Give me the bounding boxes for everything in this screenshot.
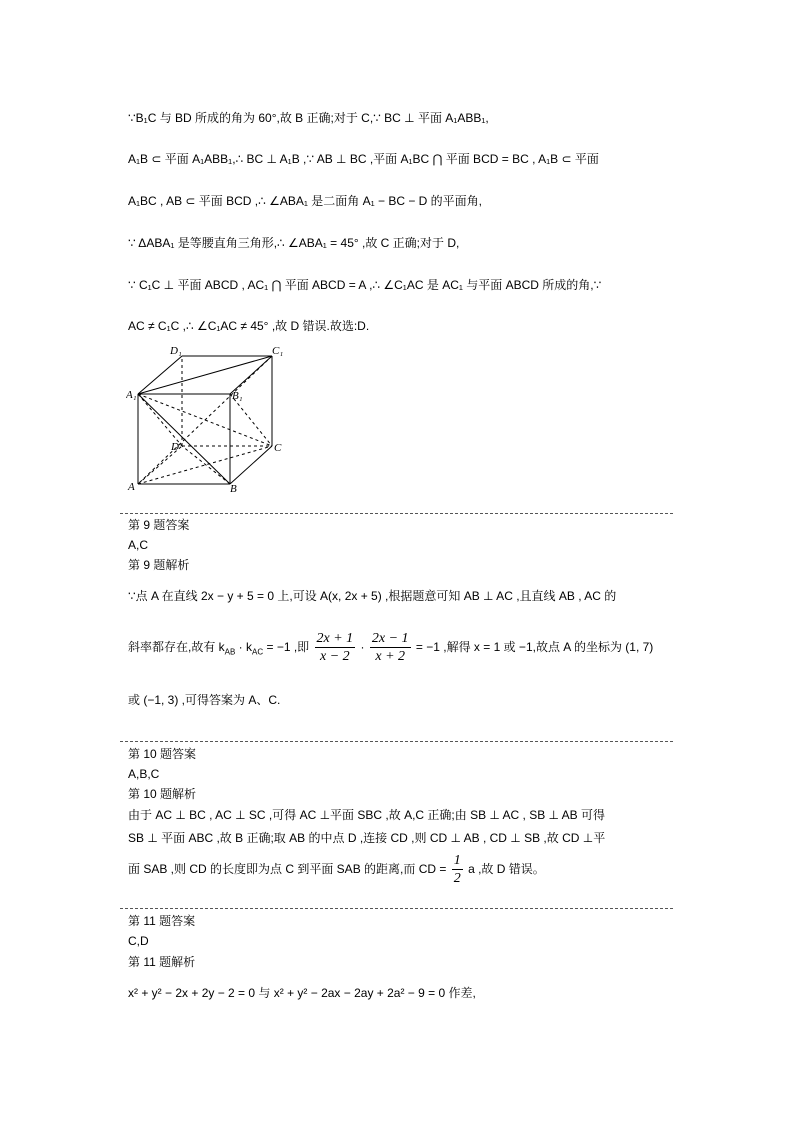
q9-line-2: 斜率都存在,故有 $k_{AB} \cdot k_{AC} = -1$ ,即 $\frac{2x + 1}{x - 2}$ · $\frac{2x - 1}{x + 2}$ = −1 ,解得 x = 1 或 −1,故点 A 的坐标为 (1, 7) xyxy=(128,631,654,665)
q9-analysis-title: 第 9 题解析 xyxy=(128,558,190,572)
q9-answer: A,C xyxy=(128,538,149,552)
q9-answer-title: 第 9 题答案 xyxy=(128,518,190,532)
q10-line-1: 由于 AC ⊥ BC , AC ⊥ SC ,可得 AC ⊥平面 SBC ,故 A,C 正确;由 SB ⊥ AC , SB ⊥ AB 可得 xyxy=(128,808,606,822)
edge-b-c xyxy=(230,446,272,484)
hidden-diag-a1-d xyxy=(138,394,182,446)
label-c1: C₁ xyxy=(272,345,284,357)
text-line-3: A₁BC , AB ⊂ 平面 BCD ,∴ ∠ABA₁ 是二面角 A₁ − BC − D 的平面角, xyxy=(128,194,482,208)
diag-a1-c1 xyxy=(138,356,272,394)
q11-answer-title: 第 11 题答案 xyxy=(128,914,196,928)
label-c: C xyxy=(274,442,282,454)
text-line-2: A₁B ⊂ 平面 A₁ABB₁,∴ BC ⊥ A₁B ,∵ AB ⊥ BC ,平面 A₁BC ⋂ 平面 BCD = BC , A₁B ⊂ 平面 xyxy=(128,152,599,166)
q10-answer: A,B,C xyxy=(128,767,160,781)
q10-analysis-title: 第 10 题解析 xyxy=(128,787,197,801)
text-line-4: ∵ ΔABA₁ 是等腰直角三角形,∴ ∠ABA₁ = 45° ,故 C 正确;对于 D, xyxy=(128,236,460,250)
text-line-6: AC ≠ C₁C ,∴ ∠C₁AC ≠ 45° ,故 D 错误.故选:D. xyxy=(128,319,370,333)
q10-fraction: $\frac{1}{2}$ xyxy=(453,853,461,887)
label-d1: D₁ xyxy=(170,345,182,357)
separator xyxy=(120,908,673,909)
cube-diagram xyxy=(126,342,286,494)
q11-line-1: x² + y² − 2x + 2y − 2 = 0 与 x² + y² − 2ax − 2ay + 2a² − 9 = 0 作差, xyxy=(128,986,476,1000)
edge-a1-d1 xyxy=(138,356,182,394)
text-line-5: ∵ C₁C ⊥ 平面 ABCD , AC₁ ⋂ 平面 ABCD = A ,∴ ∠C₁AC 是 AC₁ 与平面 ABCD 所成的角,∵ xyxy=(128,278,602,292)
q9-line-3: 或 (−1, 3) ,可得答案为 A、C. xyxy=(128,693,281,707)
diag-a1-b xyxy=(138,394,230,484)
q9-line-1: ∵点 A 在直线 2x − y + 5 = 0 上,可设 A(x, 2x + 5) ,根据题意可知 AB ⊥ AC ,且直线 AB , AC 的 xyxy=(128,589,617,603)
q11-analysis-title: 第 11 题解析 xyxy=(128,955,196,969)
q10-line-2: SB ⊥ 平面 ABC ,故 B 正确;取 AB 的中点 D ,连接 CD ,则 CD ⊥ AB , CD ⊥ SB ,故 CD ⊥平 xyxy=(128,831,606,845)
q9-fraction-2: $\frac{2x - 1}{x + 2}$ xyxy=(371,631,409,665)
q9-fraction-1: $\frac{2x + 1}{x - 2}$ xyxy=(316,631,354,665)
label-b1: B₁ xyxy=(232,390,243,402)
separator xyxy=(120,513,673,514)
hidden-diag-b-d xyxy=(182,446,230,484)
text-line-1: ∵B₁C 与 BD 所成的角为 60°,故 B 正确;对于 C,∵ BC ⊥ 平面 A₁ABB₁, xyxy=(128,111,489,125)
label-d: D xyxy=(171,441,179,453)
q10-answer-title: 第 10 题答案 xyxy=(128,747,197,761)
q11-answer: C,D xyxy=(128,934,149,948)
label-a: A xyxy=(128,481,135,493)
separator xyxy=(120,741,673,742)
label-a1: A₁ xyxy=(126,389,137,401)
label-b: B xyxy=(230,483,237,494)
q10-line-3: 面 SAB ,则 CD 的长度即为点 C 到平面 SAB 的距离,而 CD = $\frac{1}{2}$ a ,故 D 错误。 xyxy=(128,853,545,887)
